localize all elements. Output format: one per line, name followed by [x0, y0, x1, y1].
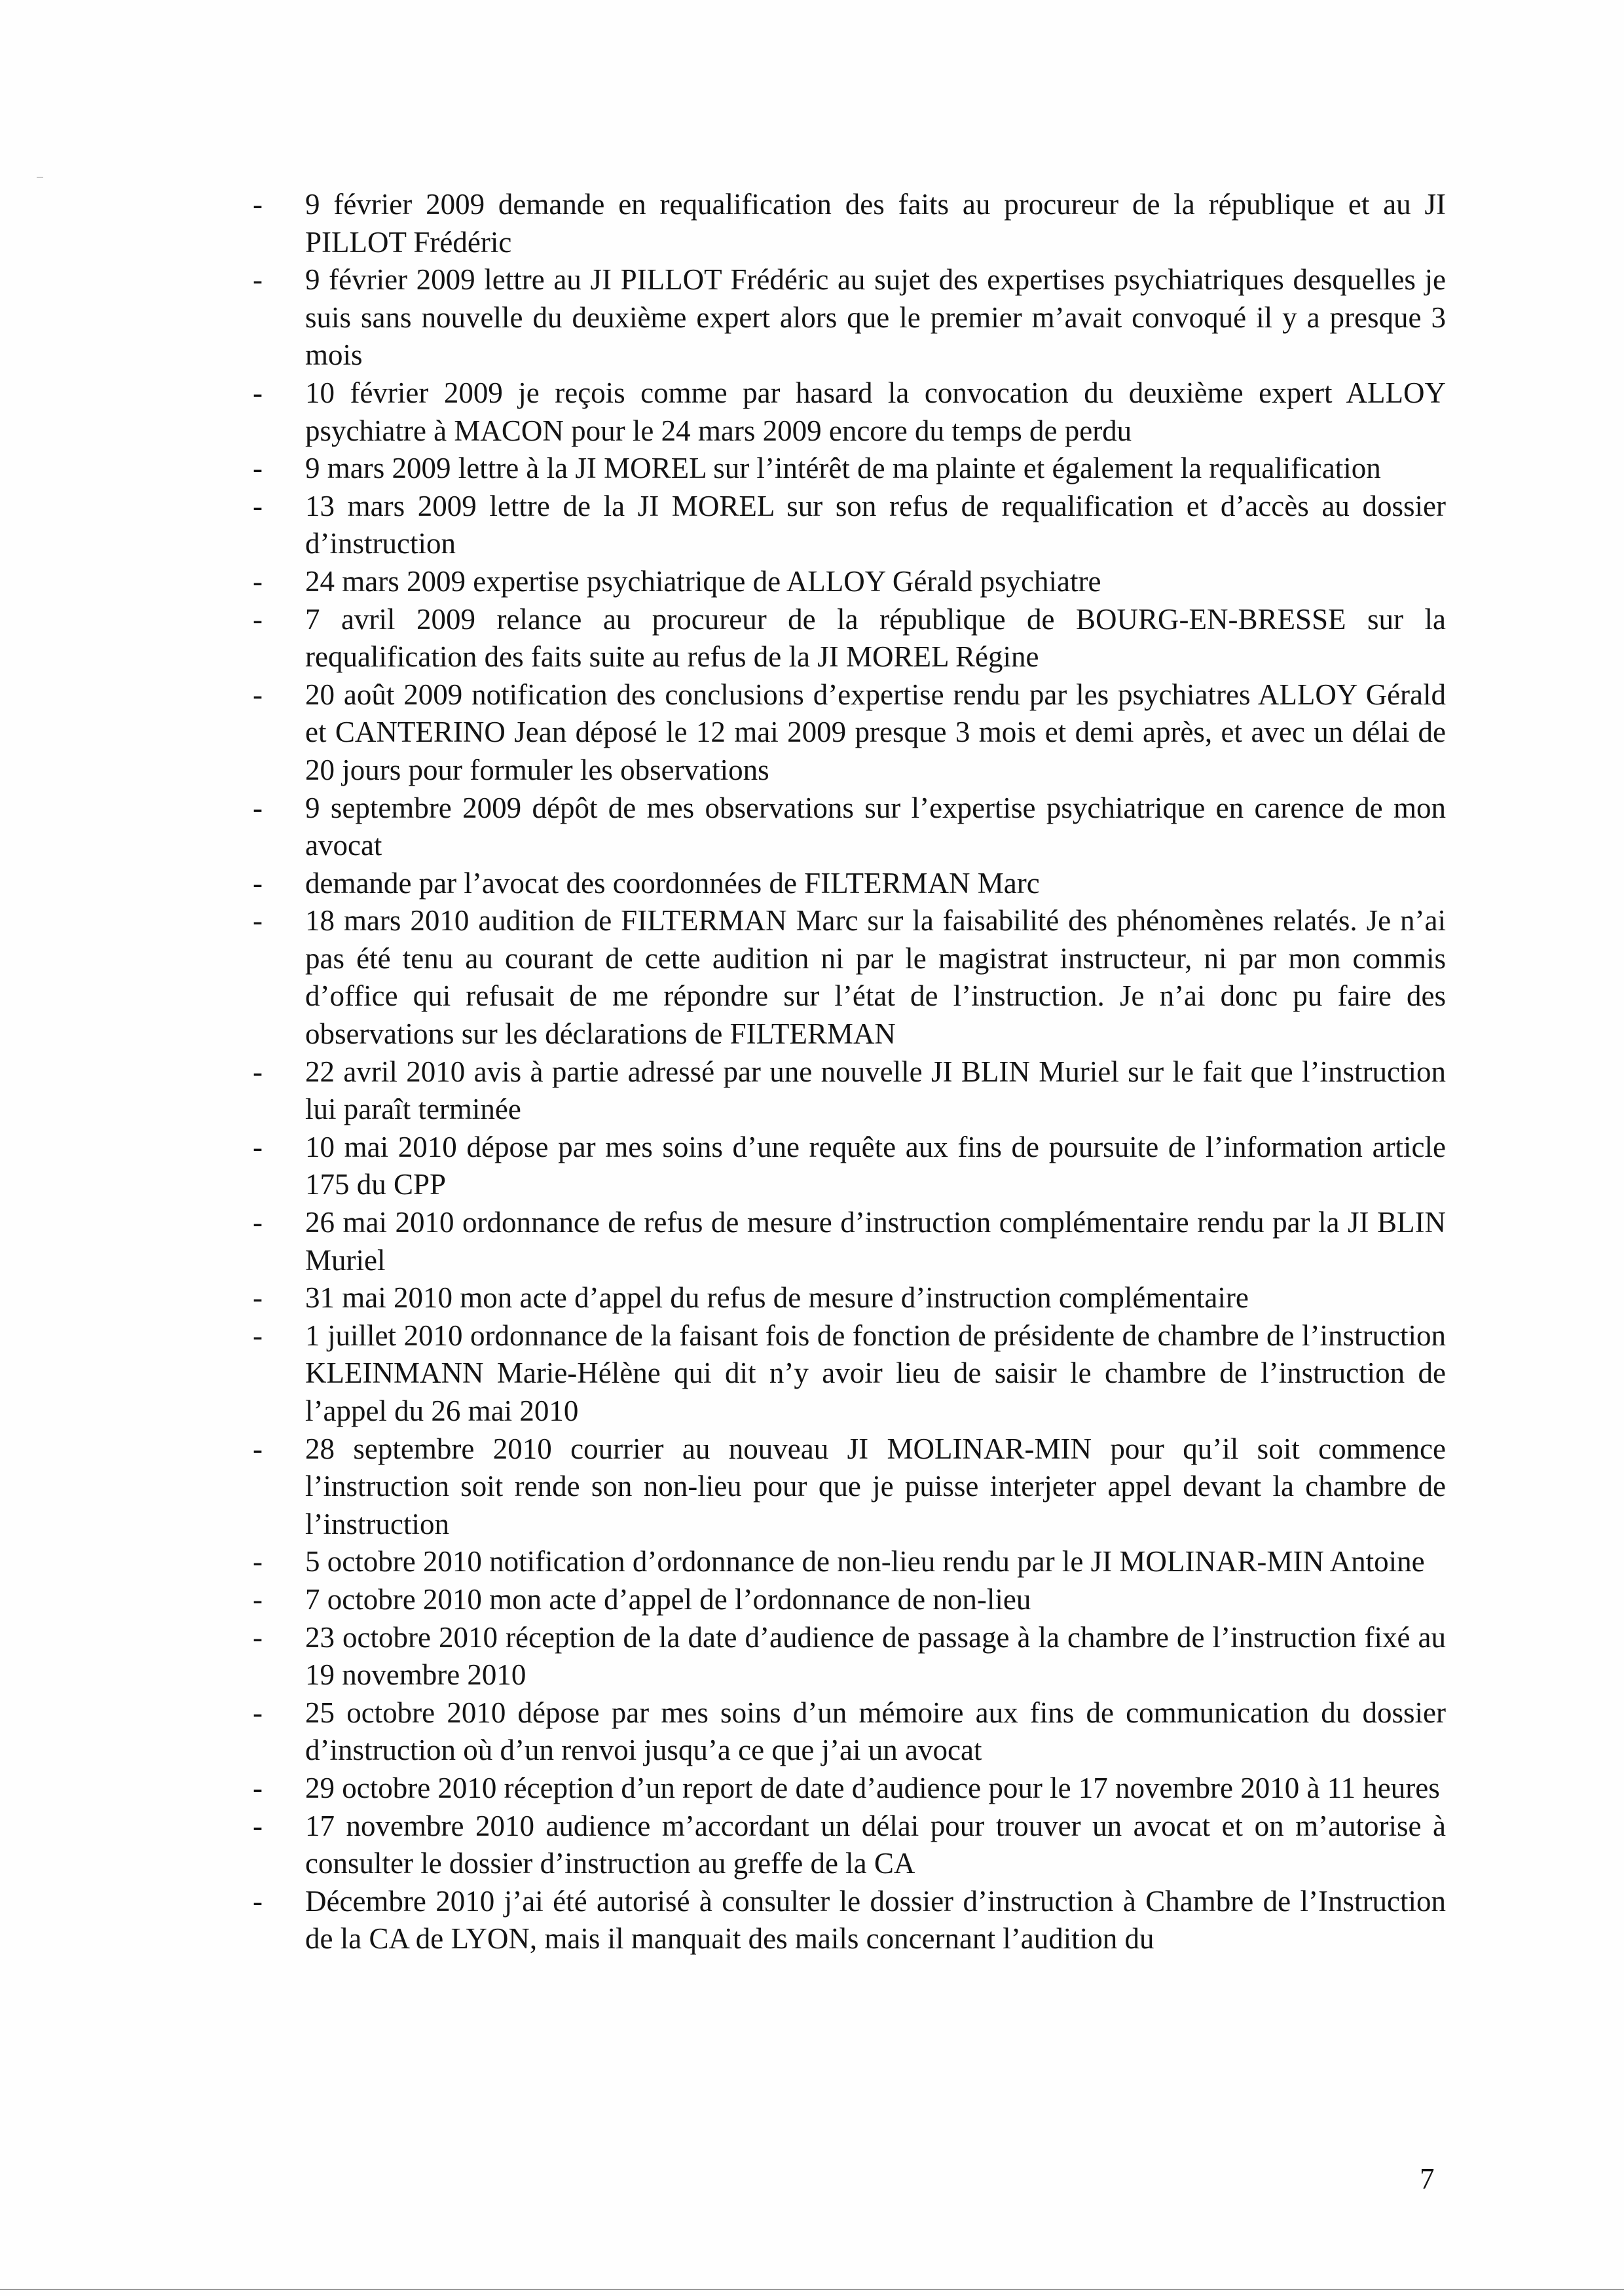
entry-text: Décembre 2010 j’ai été autorisé à consulter le dossier d’instruction à Chambre de l’Instruction de la CA de LYON, mais il manquait des mails concernant l’audition du: [305, 1884, 1446, 1956]
bullet-dash: -: [253, 263, 263, 297]
entry-text: 9 février 2009 lettre au JI PILLOT Frédéric au sujet des expertises psychiatriques desquelles je suis sans nouvelle du deuxième expert alors que le premier m’avait convoqué il y a presque 3 mois: [305, 263, 1446, 372]
entry-text: 9 février 2009 demande en requalification des faits au procureur de la république et au JI PILLOT Frédéric: [305, 188, 1446, 259]
list-item: [253, 374, 1446, 450]
entry-text: 7 octobre 2010 mon acte d’appel de l’ordonnance de non-lieu: [305, 1582, 1031, 1616]
list-item: [253, 790, 1446, 865]
entry-text: 18 mars 2010 audition de FILTERMAN Marc sur la faisabilité des phénomènes relatés. Je n’ai pas été tenu au courant de cette audition ni par le magistrat instructeur, ni par mon commis d’office qui refusait de me répondre sur l’état de l’instruction. Je n’ai donc pu faire des observations sur les déclarations de FILTERMAN: [305, 904, 1446, 1051]
bullet-dash: -: [253, 1319, 263, 1352]
list-item: [253, 1883, 1446, 1958]
bullet-dash: -: [253, 602, 263, 636]
entry-text: 10 mai 2010 dépose par mes soins d’une requête aux fins de poursuite de l’information article 175 du CPP: [305, 1130, 1446, 1201]
bullet-dash: -: [253, 904, 263, 938]
list-item: [253, 1543, 1446, 1581]
list-item: [253, 1694, 1446, 1770]
list-item: [253, 1808, 1446, 1883]
list-item: [253, 1129, 1446, 1204]
list-item: [253, 450, 1446, 488]
bullet-dash: -: [253, 1582, 263, 1616]
entry-text: 22 avril 2010 avis à partie adressé par une nouvelle JI BLIN Muriel sur le fait que l’instruction lui paraît terminée: [305, 1055, 1446, 1126]
bullet-dash: -: [253, 564, 263, 598]
bullet-dash: -: [253, 1281, 263, 1315]
list-item: [253, 1053, 1446, 1129]
entry-text: 7 avril 2009 relance au procureur de la république de BOURG-EN-BRESSE sur la requalification des faits suite au refus de la JI MOREL Régine: [305, 602, 1446, 674]
list-item: [253, 186, 1446, 261]
bullet-dash: -: [253, 1432, 263, 1465]
entry-text: 9 mars 2009 lettre à la JI MOREL sur l’intérêt de ma plainte et également la requalification: [305, 452, 1381, 485]
list-item: [253, 1317, 1446, 1430]
chronology-list: [253, 186, 1446, 1958]
bullet-dash: -: [253, 791, 263, 824]
entry-text: 20 août 2009 notification des conclusions d’expertise rendu par les psychiatres ALLOY Gérald et CANTERINO Jean déposé le 12 mai 2009 presque 3 mois et demi après, et avec un délai de 20 jours pour formuler les observations: [305, 678, 1446, 786]
bullet-dash: -: [253, 452, 263, 485]
entry-text: demande par l’avocat des coordonnées de FILTERMAN Marc: [305, 866, 1040, 900]
list-item: [253, 1279, 1446, 1317]
entry-text: 29 octobre 2010 réception d’un report de date d’audience pour le 17 novembre 2010 à 11 heures: [305, 1771, 1440, 1804]
list-item: [253, 563, 1446, 601]
page-number: 7: [1420, 2162, 1435, 2195]
bullet-dash: -: [253, 1545, 263, 1578]
list-item: [253, 1770, 1446, 1808]
bullet-dash: -: [253, 1696, 263, 1729]
footer-rule: [0, 2289, 1624, 2290]
entry-text: 17 novembre 2010 audience m’accordant un délai pour trouver un avocat et on m’autorise à consulter le dossier d’instruction au greffe de la CA: [305, 1809, 1446, 1880]
bullet-dash: -: [253, 1055, 263, 1088]
list-item: [253, 488, 1446, 563]
list-item: [253, 902, 1446, 1053]
bullet-dash: -: [253, 376, 263, 409]
entry-text: 9 septembre 2009 dépôt de mes observations sur l’expertise psychiatrique en carence de mon avocat: [305, 791, 1446, 862]
bullet-dash: -: [253, 1130, 263, 1163]
entry-text: 31 mai 2010 mon acte d’appel du refus de mesure d’instruction complémentaire: [305, 1281, 1249, 1315]
bullet-dash: -: [253, 866, 263, 900]
bullet-dash: -: [253, 1884, 263, 1918]
bullet-dash: -: [253, 678, 263, 711]
bullet-dash: -: [253, 489, 263, 522]
entry-text: 1 juillet 2010 ordonnance de la faisant fois de fonction de présidente de chambre de l’instruction KLEINMANN Marie-Hélène qui dit n’y avoir lieu de saisir le chambre de l’instruction de l’appel du 26 mai 2010: [305, 1319, 1446, 1427]
scan-speck: [37, 177, 43, 178]
list-item: [253, 676, 1446, 790]
entry-text: 25 octobre 2010 dépose par mes soins d’un mémoire aux fins de communication du dossier d’instruction où d’un renvoi jusqu’a ce que j’ai un avocat: [305, 1696, 1446, 1767]
bullet-dash: -: [253, 1206, 263, 1239]
list-item: [253, 601, 1446, 676]
entry-text: 28 septembre 2010 courrier au nouveau JI MOLINAR-MIN pour qu’il soit commence l’instruction soit rende son non-lieu pour que je puisse interjeter appel devant la chambre de l’instruction: [305, 1432, 1446, 1540]
entry-text: 23 octobre 2010 réception de la date d’audience de passage à la chambre de l’instruction fixé au 19 novembre 2010: [305, 1620, 1446, 1692]
entry-text: 26 mai 2010 ordonnance de refus de mesure d’instruction complémentaire rendu par la JI BLIN Muriel: [305, 1206, 1446, 1277]
list-item: [253, 1581, 1446, 1619]
list-item: [253, 1204, 1446, 1279]
entry-text: 5 octobre 2010 notification d’ordonnance de non-lieu rendu par le JI MOLINAR-MIN Antoine: [305, 1545, 1425, 1578]
entry-text: 10 février 2009 je reçois comme par hasard la convocation du deuxième expert ALLOY psychiatre à MACON pour le 24 mars 2009 encore du temps de perdu: [305, 376, 1446, 447]
list-item: [253, 865, 1446, 903]
entry-text: 13 mars 2009 lettre de la JI MOREL sur son refus de requalification et d’accès au dossier d’instruction: [305, 489, 1446, 560]
list-item: [253, 1619, 1446, 1694]
bullet-dash: -: [253, 1771, 263, 1804]
list-item: [253, 1430, 1446, 1544]
entry-text: 24 mars 2009 expertise psychiatrique de ALLOY Gérald psychiatre: [305, 564, 1101, 598]
bullet-dash: -: [253, 188, 263, 221]
bullet-dash: -: [253, 1620, 263, 1654]
list-item: [253, 261, 1446, 374]
bullet-dash: -: [253, 1809, 263, 1842]
